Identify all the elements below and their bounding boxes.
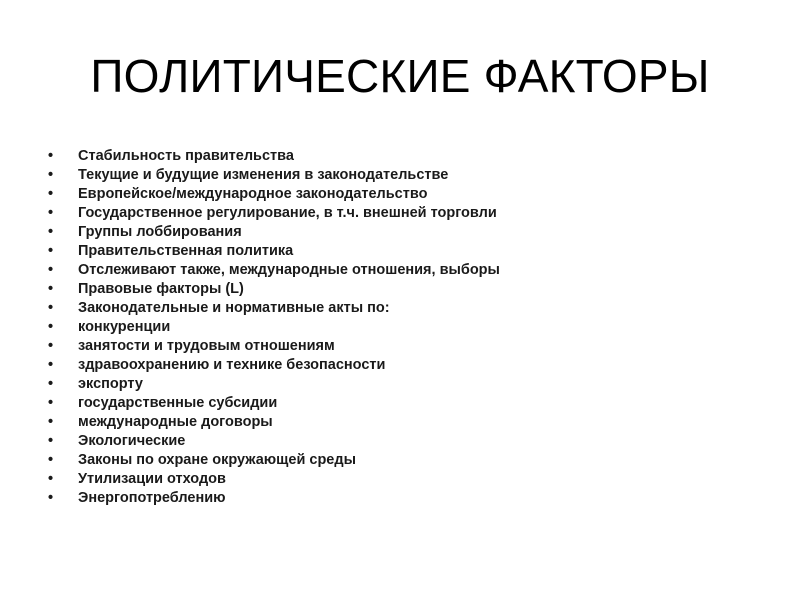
- bullet-text: Европейское/международное законодательство: [78, 186, 428, 202]
- bullet-item: [48, 470, 500, 489]
- bullet-text: здравоохранению и технике безопасности: [78, 357, 386, 373]
- bullet-item: [48, 337, 500, 356]
- bullet-item: [48, 223, 500, 242]
- bullet-text: Текущие и будущие изменения в законодательстве: [78, 167, 449, 183]
- bullet-item: [48, 299, 500, 318]
- bullet-text: Правовые факторы (L): [78, 281, 244, 297]
- bullet-text: Энергопотреблению: [78, 490, 226, 506]
- bullet-dot-icon: •: [48, 281, 54, 297]
- bullet-dot-icon: •: [48, 414, 54, 430]
- bullet-item: [48, 147, 500, 166]
- bullet-dot-icon: •: [48, 167, 54, 183]
- bullet-text: Правительственная политика: [78, 243, 294, 259]
- bullet-dot-icon: •: [48, 148, 54, 164]
- bullet-text: Законодательные и нормативные акты по:: [78, 300, 390, 316]
- bullet-dot-icon: •: [48, 243, 54, 259]
- bullet-text: Отслеживают также, международные отношения, выборы: [78, 262, 500, 278]
- bullet-dot-icon: •: [48, 262, 54, 278]
- bullet-item: [48, 375, 500, 394]
- bullet-item: [48, 432, 500, 451]
- bullet-dot-icon: •: [48, 338, 54, 354]
- bullet-item: [48, 489, 500, 508]
- bullet-text: экспорту: [78, 376, 143, 392]
- bullet-text: Утилизации отходов: [78, 471, 226, 487]
- bullet-dot-icon: •: [48, 376, 54, 392]
- bullet-item: [48, 356, 500, 375]
- bullet-dot-icon: •: [48, 186, 54, 202]
- bullet-item: [48, 451, 500, 470]
- bullet-item: [48, 242, 500, 261]
- bullet-dot-icon: •: [48, 357, 54, 373]
- bullet-list: [48, 147, 500, 508]
- slide-title: ПОЛИТИЧЕСКИЕ ФАКТОРЫ: [90, 50, 710, 102]
- bullet-text: государственные субсидии: [78, 395, 278, 411]
- bullet-dot-icon: •: [48, 433, 54, 449]
- bullet-item: [48, 413, 500, 432]
- bullet-text: занятости и трудовым отношениям: [78, 338, 335, 354]
- bullet-dot-icon: •: [48, 490, 54, 506]
- bullet-dot-icon: •: [48, 395, 54, 411]
- bullet-item: [48, 185, 500, 204]
- bullet-text: Группы лоббирования: [78, 224, 242, 240]
- bullet-text: конкуренции: [78, 319, 171, 335]
- bullet-item: [48, 261, 500, 280]
- bullet-text: Экологические: [78, 433, 186, 449]
- bullet-dot-icon: •: [48, 205, 54, 221]
- bullet-item: [48, 166, 500, 185]
- bullet-item: [48, 204, 500, 223]
- bullet-item: [48, 394, 500, 413]
- bullet-dot-icon: •: [48, 471, 54, 487]
- bullet-item: [48, 280, 500, 299]
- bullet-text: Государственное регулирование, в т.ч. внешней торговли: [78, 205, 497, 221]
- bullet-dot-icon: •: [48, 224, 54, 240]
- bullet-dot-icon: •: [48, 300, 54, 316]
- bullet-text: Законы по охране окружающей среды: [78, 452, 356, 468]
- bullet-text: международные договоры: [78, 414, 273, 430]
- bullet-dot-icon: •: [48, 319, 54, 335]
- bullet-text: Стабильность правительства: [78, 148, 294, 164]
- bullet-dot-icon: •: [48, 452, 54, 468]
- bullet-item: [48, 318, 500, 337]
